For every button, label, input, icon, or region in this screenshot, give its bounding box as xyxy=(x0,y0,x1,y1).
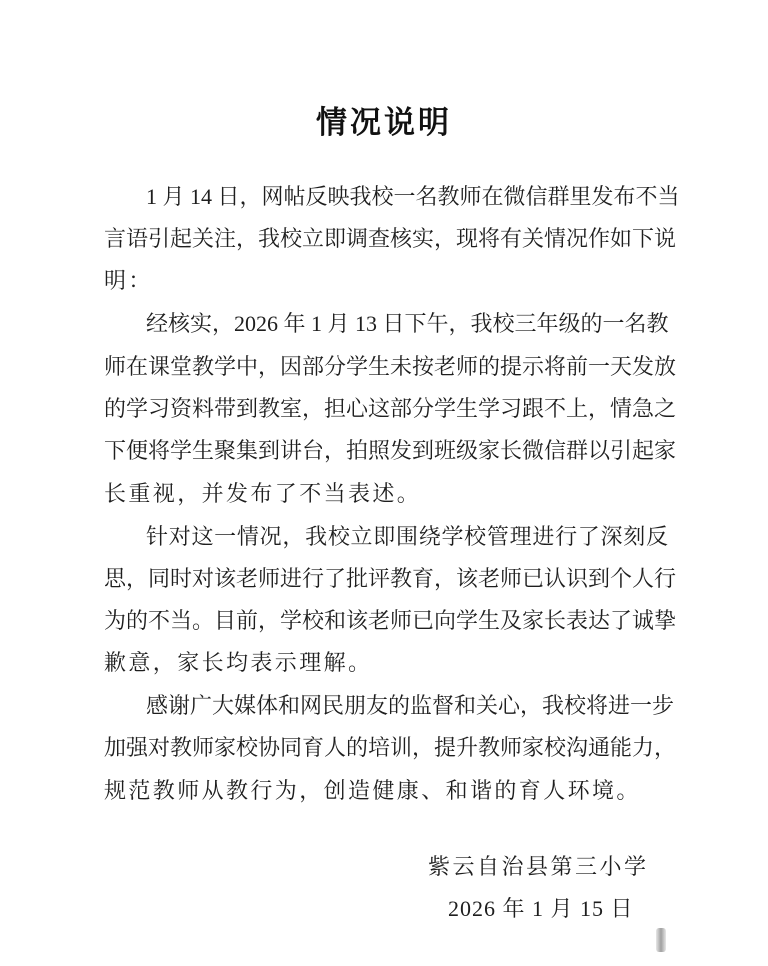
paragraph-2-line-3: 的学习资料带到教室，担心这部分学生学习跟不上，情急之 xyxy=(104,396,677,421)
paragraph-4-line-1: 感谢广大媒体和网民朋友的监督和关心，我校将进一步 xyxy=(146,693,675,718)
signature-date: 2026 年 1 月 15 日 xyxy=(448,896,634,921)
paragraph-2-line-1: 经核实，2026 年 1 月 13 日下午，我校三年级的一名教 xyxy=(146,311,669,336)
paragraph-3-line-1: 针对这一情况，我校立即围绕学校管理进行了深刻反 xyxy=(146,524,668,549)
paragraph-3-line-4: 歉意，家长均表示理解。 xyxy=(104,650,373,675)
paragraph-4-line-2: 加强对教师家校协同育人的培训，提升教师家校沟通能力， xyxy=(104,735,677,760)
paragraph-1-line-1: 1 月 14 日，网帖反映我校一名教师在微信群里发布不当 xyxy=(146,184,680,209)
paragraph-2-line-4: 下便将学生聚集到讲台，拍照发到班级家长微信群以引起家 xyxy=(104,438,677,463)
paragraph-1-line-2: 言语引起关注，我校立即调查核实，现将有关情况作如下说 xyxy=(104,226,677,251)
signature-organization: 紫云自治县第三小学 xyxy=(428,854,649,879)
paragraph-2-line-2: 师在课堂教学中，因部分学生未按老师的提示将前一天发放 xyxy=(104,354,677,379)
paragraph-2-line-5: 长重视，并发布了不当表述。 xyxy=(104,481,422,506)
paragraph-1-line-3: 明： xyxy=(104,268,153,293)
scan-artifact xyxy=(656,928,666,952)
paragraph-4-line-3: 规范教师从教行为，创造健康、和谐的育人环境。 xyxy=(104,778,641,803)
paragraph-3-line-3: 为的不当。目前，学校和该老师已向学生及家长表达了诚挚 xyxy=(104,608,677,633)
document-title: 情况说明 xyxy=(316,105,452,140)
paragraph-3-line-2: 思，同时对该老师进行了批评教育，该老师已认识到个人行 xyxy=(104,566,677,591)
